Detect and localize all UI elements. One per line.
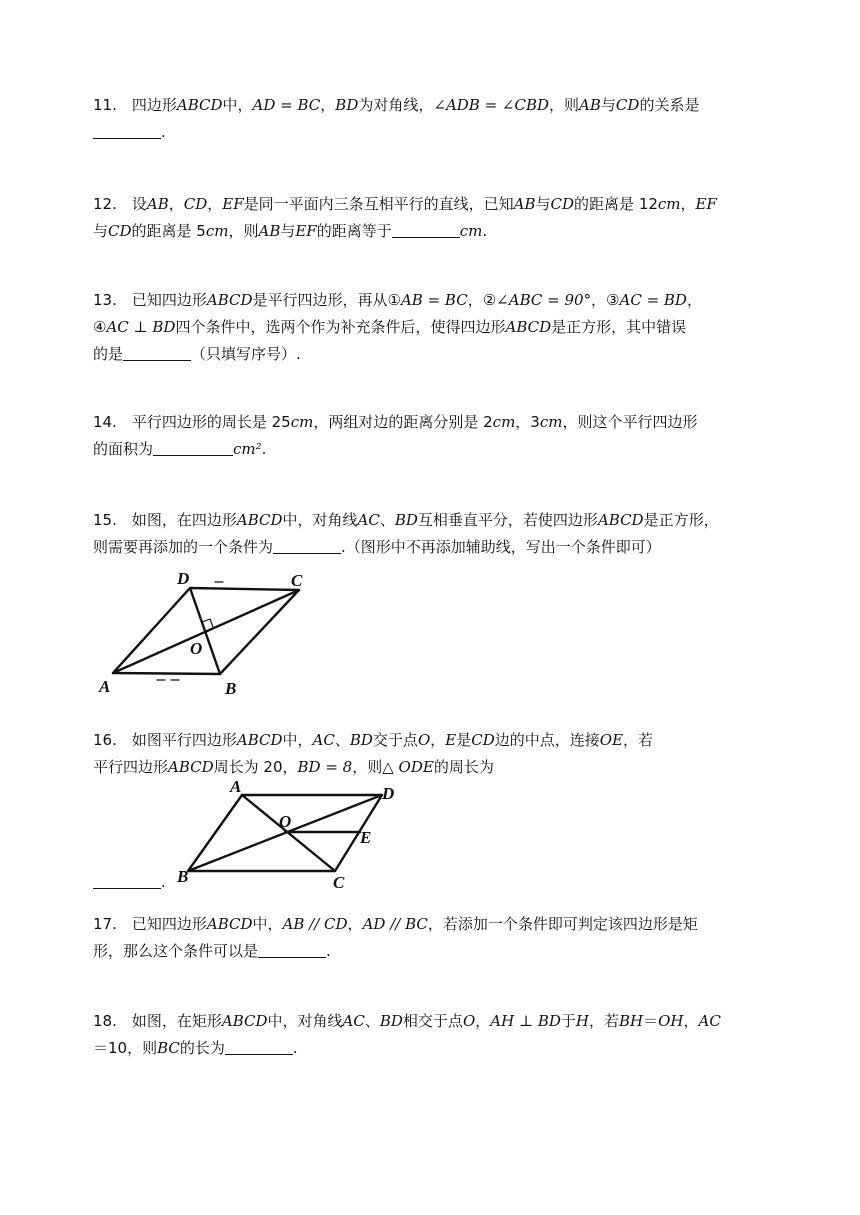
text-run: 已知四边形 [131,291,207,309]
text-run: . [261,440,267,458]
label-b: B [177,867,189,886]
math-expression: BH [619,1012,644,1030]
math-expression: EF [295,222,317,240]
answer-blank [258,943,326,958]
text-run: ，两组对边的距离分别是 2 [313,413,493,431]
math-expression: cm [539,413,563,431]
text-run: 的是 [93,345,124,363]
question-16 [93,727,773,781]
question-number: 16. [93,731,117,749]
math-expression: ABCD [206,291,253,309]
text-run: 形，那么这个条件可以是 [93,942,259,960]
answer-blank [93,124,161,139]
math-expression: AC [357,511,380,529]
question-line [93,341,773,368]
math-expression: EF [222,195,244,213]
text-run: 的周长为 [433,758,494,776]
question-13 [93,287,773,368]
question-line [93,1008,773,1035]
text-run: 中，对角线 [282,511,358,529]
text-run: 则需要再添加的一个条件为 [93,538,274,556]
question-line [93,191,773,218]
text-run: 平行四边形 [93,758,169,776]
text-run: ，3 [515,413,540,431]
answer-blank [123,346,191,361]
question-18 [93,1008,773,1062]
text-run: 中， [282,731,313,749]
question-11 [93,92,773,146]
question-line [93,507,773,534]
text-run: 、 [379,511,395,529]
text-run: . [292,1039,298,1057]
question-line [93,754,773,781]
text-run: 的长为 [179,1039,225,1057]
math-expression: BD [379,1012,403,1030]
math-expression: ABCD [236,511,283,529]
text-run: ，则 [549,96,580,114]
text-run: 是正方形，其中错误 [551,318,687,336]
question-line [93,314,773,341]
text-run: 已知四边形 [131,915,207,933]
math-expression: O [417,731,431,749]
text-run: 与 [280,222,296,240]
text-run: 如图平行四边形 [131,731,237,749]
math-expression: BD [394,511,418,529]
text-run: ＝ [643,1012,659,1030]
math-expression: OH [658,1012,684,1030]
text-run: 的距离是 12 [574,195,658,213]
text-run: 为对角线， [358,96,434,114]
text-run: 如图，在矩形 [131,1012,222,1030]
text-run: 平行四边形的周长是 25 [131,413,291,431]
math-expression: BD = 8 [297,758,353,776]
math-expression: AD // BC [362,915,428,933]
math-expression: E [445,731,457,749]
text-run: . [161,123,166,141]
answer-blank [273,539,341,554]
math-expression: ODE [398,758,434,776]
math-expression: AC ⊥ BD [106,318,176,336]
math-expression: ABCD [168,758,214,776]
math-expression: CD [108,222,132,240]
math-expression: CD [615,96,640,114]
question-line [93,727,773,754]
text-run: 的距离等于 [316,222,392,240]
math-expression: AB [258,222,281,240]
text-run: ， [683,1012,699,1030]
text-run: 中， [252,915,283,933]
label-o: O [190,639,203,658]
text-run: .（图形中不再添加辅助线，写出一个条件即可） [341,538,661,556]
text-run: ，则这个平行四边形 [562,413,698,431]
math-expression: BD [335,96,359,114]
text-run: 是同一平面内三条互相平行的直线，已知 [243,195,514,213]
math-expression: ∠ADB = ∠CBD [433,96,550,114]
text-run: . [326,942,331,960]
text-run: 中， [222,96,253,114]
math-expression: ABCD [206,915,253,933]
question-line [93,287,773,314]
question-number: 15. [93,511,117,529]
math-expression: AD = BC [252,96,321,114]
text-run: （只填写序号）. [191,345,301,363]
label-c: C [291,571,303,590]
text-run: 的关系是 [639,96,700,114]
label-o: O [279,812,292,831]
math-expression: O [462,1012,476,1030]
math-expression: ABCD [221,1012,268,1030]
text-run: 是平行四边形，再从① [252,291,401,309]
text-run: ，② [467,291,497,309]
question-line [93,218,773,245]
text-run: 互相垂直平分，若使四边形 [417,511,598,529]
math-expression: BC [157,1039,180,1057]
math-expression: AC = BD [619,291,687,309]
math-expression: ABCD [597,511,644,529]
label-b: B [225,679,237,698]
text-run: . [482,222,488,240]
text-run: 与 [93,222,109,240]
text-run: 、 [364,1012,380,1030]
question-12 [93,191,773,245]
question-line [93,409,773,436]
text-run: ，若 [623,731,654,749]
math-expression: cm [492,413,516,431]
text-run: 中，对角线 [267,1012,343,1030]
question-line [93,534,773,561]
text-run: ＝10，则 [93,1039,158,1057]
text-run: 于 [560,1012,576,1030]
text-run: ，则 [228,222,259,240]
question-line [93,1035,773,1062]
math-expression: AC [312,731,335,749]
math-expression: OE [599,731,624,749]
math-expression: BD [349,731,373,749]
math-expression: cm [205,222,229,240]
math-expression: cm [459,222,483,240]
text-run: 设 [131,195,147,213]
label-d: D [177,569,190,588]
math-expression: AB = BC [400,291,468,309]
math-expression: H [575,1012,589,1030]
label-d: D [382,784,395,803]
question-15 [93,507,773,561]
text-run: ，则△ [352,758,399,776]
text-run: 、 [334,731,350,749]
math-expression: ∠ABC = 90° [496,291,592,309]
text-run: 如图，在四边形 [131,511,237,529]
math-expression: AB [146,195,169,213]
text-run: ， [320,96,336,114]
label-c: C [333,873,345,892]
math-expression: CD [183,195,208,213]
question-17 [93,911,773,965]
text-run: 是正方形， [643,511,719,529]
text-run: 是 [456,731,472,749]
question-14 [93,409,773,463]
text-run: 四边形 [131,96,177,114]
question-line [93,938,773,965]
text-run: ，若添加一个条件即可判定该四边形是矩 [427,915,698,933]
question-number: 11. [93,96,117,114]
text-run: ，若 [588,1012,619,1030]
text-run: 与 [600,96,616,114]
text-run: ， [207,195,223,213]
text-run: ， [168,195,184,213]
question-line [93,92,773,119]
text-run: ， [475,1012,491,1030]
label-a: A [230,777,242,796]
math-expression: ABCD [236,731,283,749]
text-run: 交于点 [372,731,418,749]
figure-16-parallelogram [175,777,405,892]
answer-blank [392,223,460,238]
text-run: 相交于点 [402,1012,463,1030]
answer-blank [93,874,161,889]
math-expression: CD [471,731,495,749]
question-number: 14. [93,413,117,431]
text-run: . [161,873,166,891]
text-run: 与 [535,195,551,213]
question-line [93,119,773,146]
text-run: 周长为 20， [213,758,298,776]
question-line [93,436,773,463]
text-run: ， [430,731,446,749]
label-e: E [360,828,372,847]
figure-15-rhombus [95,570,325,700]
text-run: 的距离是 5 [131,222,206,240]
answer-blank [225,1040,293,1055]
text-run: ， [686,291,702,309]
math-expression: AB [579,96,601,114]
text-run: 的面积为 [93,440,154,458]
math-expression: CD [550,195,575,213]
answer-blank [153,441,233,456]
text-run: ， [680,195,696,213]
text-run: 四个条件中，选两个作为补充条件后，使得四边形 [175,318,506,336]
question-number: 17. [93,915,117,933]
math-expression: AB [513,195,536,213]
math-expression: cm² [233,440,262,458]
label-a: A [99,677,111,696]
text-run: ④ [93,318,107,336]
math-expression: AC [698,1012,721,1030]
math-expression: ABCD [176,96,223,114]
text-run: 边的中点，连接 [494,731,600,749]
math-expression: AH ⊥ BD [490,1012,561,1030]
math-expression: EF [695,195,717,213]
question-line [93,911,773,938]
text-run: ， [347,915,363,933]
math-expression: cm [290,413,314,431]
math-expression: ABCD [505,318,552,336]
question-number: 13. [93,291,117,309]
question-number: 12. [93,195,117,213]
text-run: ，③ [591,291,620,309]
math-expression: cm [657,195,681,213]
math-expression: AB // CD [282,915,348,933]
diagonal-bd [190,588,220,674]
math-expression: AC [342,1012,365,1030]
question-number: 18. [93,1012,117,1030]
